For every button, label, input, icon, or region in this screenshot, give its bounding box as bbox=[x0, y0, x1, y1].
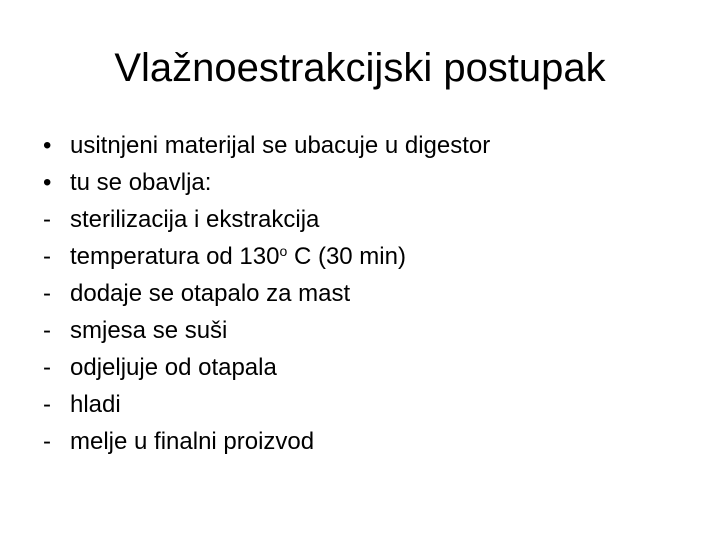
dash-marker: - bbox=[43, 354, 51, 381]
list-item bbox=[40, 164, 700, 201]
bullet-list bbox=[40, 127, 700, 460]
list-item-text: dodaje se otapalo za mast bbox=[70, 280, 351, 307]
degree-superscript: o bbox=[279, 243, 288, 259]
list-item-text bbox=[70, 238, 406, 275]
list-item bbox=[40, 238, 700, 275]
dash-marker: - bbox=[43, 206, 51, 233]
list-item bbox=[40, 386, 700, 423]
dash-marker: - bbox=[43, 428, 51, 455]
slide-title: Vlažnoestrakcijski postupak bbox=[114, 46, 606, 90]
list-item-text: hladi bbox=[70, 391, 121, 418]
list-item bbox=[40, 275, 700, 312]
list-item bbox=[40, 127, 700, 164]
temperature-unit-text: C (30 min) bbox=[287, 243, 406, 270]
list-item-text: melje u finalni proizvod bbox=[70, 428, 315, 455]
list-item bbox=[40, 312, 700, 349]
temperature-text: temperatura od 130 bbox=[70, 243, 280, 270]
list-item-text: sterilizacija i ekstrakcija bbox=[70, 206, 320, 233]
dash-marker: - bbox=[43, 280, 51, 307]
list-item bbox=[40, 349, 700, 386]
bullet-marker: • bbox=[43, 132, 52, 159]
list-item-text: usitnjeni materijal se ubacuje u digestor bbox=[70, 132, 491, 159]
list-item bbox=[40, 201, 700, 238]
dash-marker: - bbox=[43, 391, 51, 418]
dash-marker: - bbox=[43, 243, 51, 270]
bullet-marker: • bbox=[43, 169, 52, 196]
list-item bbox=[40, 423, 700, 460]
dash-marker: - bbox=[43, 317, 51, 344]
list-item-text: odjeljuje od otapala bbox=[70, 354, 277, 381]
list-item-text: smjesa se suši bbox=[70, 317, 228, 344]
list-item-text: tu se obavlja: bbox=[70, 169, 212, 196]
